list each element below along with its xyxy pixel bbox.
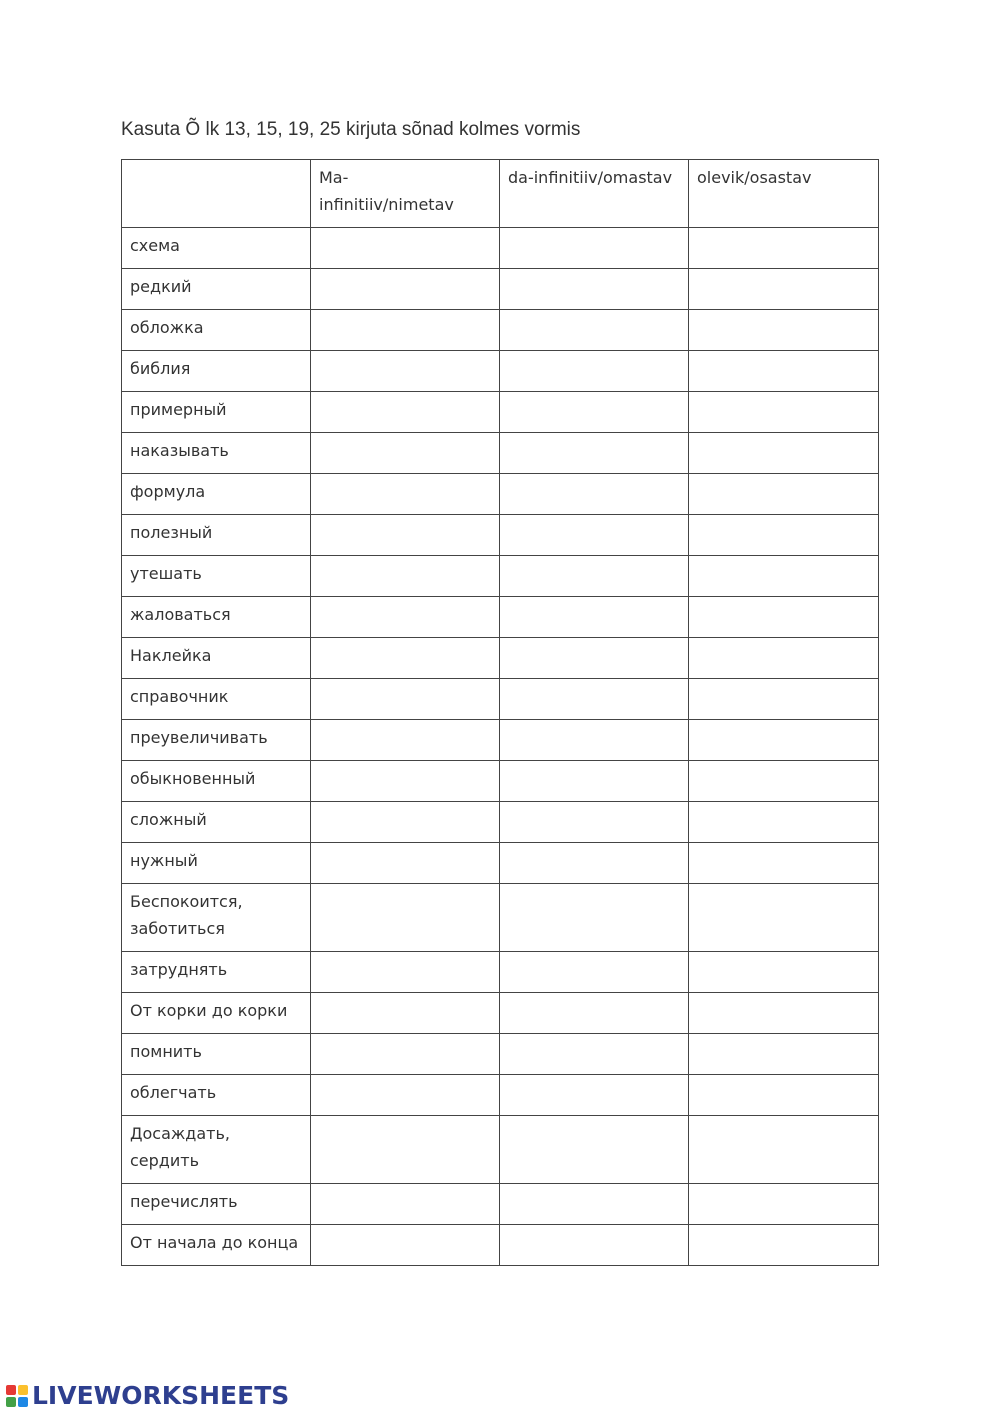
ma-infinitive-answer[interactable] [311,433,500,474]
ma-infinitive-answer[interactable] [311,1075,500,1116]
table-row [122,1116,879,1184]
header-row [122,160,879,228]
header-da-infinitive: da-infinitiiv/omastav [500,160,689,228]
word-cell: облегчать [122,1075,311,1116]
da-infinitive-answer[interactable] [500,392,689,433]
da-infinitive-answer[interactable] [500,638,689,679]
present-tense-answer[interactable] [689,638,879,679]
ma-infinitive-answer[interactable] [311,761,500,802]
table-row [122,269,879,310]
worksheet-title: Kasuta Õ lk 13, 15, 19, 25 kirjuta sõnad kolmes vormis [121,119,581,140]
table-row [122,720,879,761]
ma-infinitive-answer[interactable] [311,993,500,1034]
ma-infinitive-answer[interactable] [311,952,500,993]
ma-infinitive-answer[interactable] [311,843,500,884]
word-cell: преувеличивать [122,720,311,761]
da-infinitive-answer[interactable] [500,843,689,884]
table-row [122,556,879,597]
word-cell: нужный [122,843,311,884]
da-infinitive-answer[interactable] [500,952,689,993]
present-tense-answer[interactable] [689,228,879,269]
word-cell: помнить [122,1034,311,1075]
ma-infinitive-answer[interactable] [311,1116,500,1184]
word-cell: жаловаться [122,597,311,638]
word-cell: перечислять [122,1184,311,1225]
da-infinitive-answer[interactable] [500,515,689,556]
word-cell: сложный [122,802,311,843]
present-tense-answer[interactable] [689,515,879,556]
present-tense-answer[interactable] [689,474,879,515]
table-row [122,1225,879,1266]
da-infinitive-answer[interactable] [500,993,689,1034]
da-infinitive-answer[interactable] [500,802,689,843]
table-row [122,351,879,392]
word-cell: наказывать [122,433,311,474]
logo-squares-icon [6,1385,28,1407]
word-cell: примерный [122,392,311,433]
table-row [122,802,879,843]
present-tense-answer[interactable] [689,884,879,952]
table-row [122,679,879,720]
word-cell: Наклейка [122,638,311,679]
da-infinitive-answer[interactable] [500,310,689,351]
word-cell: утешать [122,556,311,597]
table-row [122,392,879,433]
da-infinitive-answer[interactable] [500,556,689,597]
ma-infinitive-answer[interactable] [311,269,500,310]
present-tense-answer[interactable] [689,597,879,638]
table-row [122,310,879,351]
header-ma-infinitive: Ma- infinitiiv/nimetav [311,160,500,228]
word-cell: обыкновенный [122,761,311,802]
ma-infinitive-answer[interactable] [311,556,500,597]
present-tense-answer[interactable] [689,1034,879,1075]
ma-infinitive-answer[interactable] [311,638,500,679]
present-tense-answer[interactable] [689,993,879,1034]
present-tense-answer[interactable] [689,1075,879,1116]
da-infinitive-answer[interactable] [500,474,689,515]
ma-infinitive-answer[interactable] [311,1034,500,1075]
da-infinitive-answer[interactable] [500,351,689,392]
word-cell: формула [122,474,311,515]
ma-infinitive-answer[interactable] [311,720,500,761]
word-cell: От начала до конца [122,1225,311,1266]
table-row [122,884,879,952]
word-cell: схема [122,228,311,269]
present-tense-answer[interactable] [689,679,879,720]
present-tense-answer[interactable] [689,392,879,433]
ma-infinitive-answer[interactable] [311,351,500,392]
table-row [122,1034,879,1075]
da-infinitive-answer[interactable] [500,1075,689,1116]
word-cell: редкий [122,269,311,310]
da-infinitive-answer[interactable] [500,597,689,638]
da-infinitive-answer[interactable] [500,1116,689,1184]
word-cell: библия [122,351,311,392]
ma-infinitive-answer[interactable] [311,392,500,433]
table-row [122,1075,879,1116]
word-cell: затруднять [122,952,311,993]
table-row [122,474,879,515]
da-infinitive-answer[interactable] [500,269,689,310]
present-tense-answer[interactable] [689,556,879,597]
ma-infinitive-answer[interactable] [311,228,500,269]
header-empty [122,160,311,228]
present-tense-answer[interactable] [689,433,879,474]
da-infinitive-answer[interactable] [500,1184,689,1225]
header-present-tense: olevik/osastav [689,160,879,228]
ma-infinitive-answer[interactable] [311,1184,500,1225]
da-infinitive-answer[interactable] [500,433,689,474]
present-tense-answer[interactable] [689,351,879,392]
present-tense-answer[interactable] [689,802,879,843]
da-infinitive-answer[interactable] [500,761,689,802]
da-infinitive-answer[interactable] [500,884,689,952]
present-tense-answer[interactable] [689,1184,879,1225]
table-row [122,638,879,679]
ma-infinitive-answer[interactable] [311,310,500,351]
table-row [122,228,879,269]
present-tense-answer[interactable] [689,720,879,761]
da-infinitive-answer[interactable] [500,720,689,761]
ma-infinitive-answer[interactable] [311,884,500,952]
word-cell: обложка [122,310,311,351]
present-tense-answer[interactable] [689,269,879,310]
word-cell: От корки до корки [122,993,311,1034]
ma-infinitive-answer[interactable] [311,474,500,515]
table-row [122,761,879,802]
da-infinitive-answer[interactable] [500,228,689,269]
present-tense-answer[interactable] [689,310,879,351]
ma-infinitive-answer[interactable] [311,679,500,720]
table-row [122,597,879,638]
present-tense-answer[interactable] [689,1225,879,1266]
present-tense-answer[interactable] [689,843,879,884]
table-row [122,993,879,1034]
present-tense-answer[interactable] [689,761,879,802]
ma-infinitive-answer[interactable] [311,515,500,556]
da-infinitive-answer[interactable] [500,1034,689,1075]
da-infinitive-answer[interactable] [500,679,689,720]
table-row [122,952,879,993]
worksheet-table [121,159,879,1266]
word-cell: справочник [122,679,311,720]
word-cell: полезный [122,515,311,556]
da-infinitive-answer[interactable] [500,1225,689,1266]
table-body [122,228,879,1266]
table-row [122,515,879,556]
table-row [122,1184,879,1225]
word-cell: Досаждать, сердить [122,1116,311,1184]
logo-text: LIVEWORKSHEETS [32,1381,290,1410]
ma-infinitive-answer[interactable] [311,802,500,843]
table-row [122,433,879,474]
present-tense-answer[interactable] [689,1116,879,1184]
table-row [122,843,879,884]
word-cell: Беспокоится, заботиться [122,884,311,952]
ma-infinitive-answer[interactable] [311,597,500,638]
liveworksheets-logo [6,1381,289,1410]
ma-infinitive-answer[interactable] [311,1225,500,1266]
present-tense-answer[interactable] [689,952,879,993]
